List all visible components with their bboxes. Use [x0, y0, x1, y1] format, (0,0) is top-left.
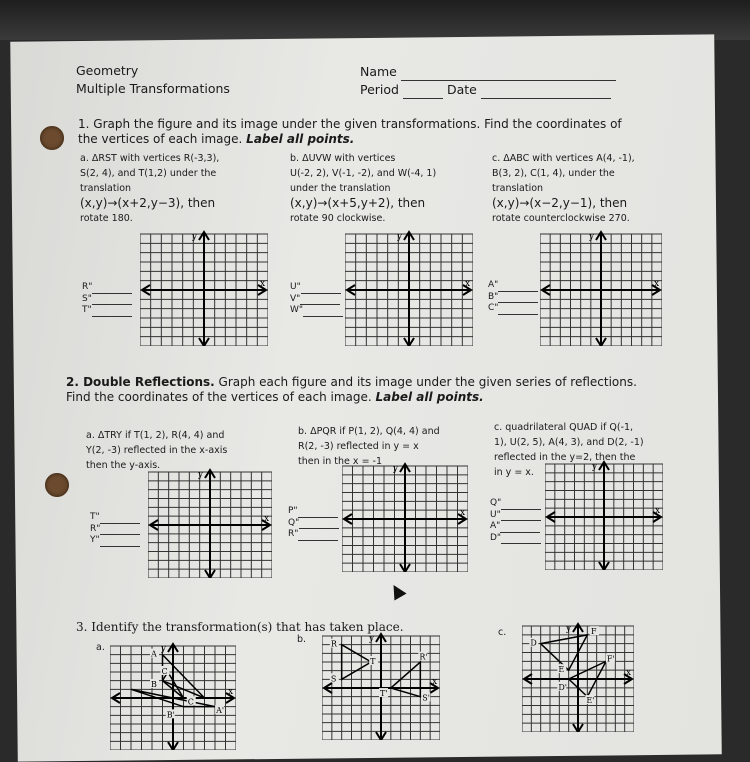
vertex-label: S'	[422, 693, 430, 703]
x-axis-label: x	[626, 668, 632, 678]
vertex-label: C	[161, 667, 168, 676]
q3-prompt: 3. Identify the transformation(s) that has taken place.	[76, 620, 404, 634]
coordinate-grid	[522, 622, 634, 732]
vertex-label: F'	[606, 654, 615, 664]
q3c-grid	[522, 622, 634, 732]
q1c-text: c. ΔABC with vertices A(4, -1), B(3, 2), C(1, 4), under the translation (x,y)→(x−2,y−1), then rotate counterclockwise 270.	[492, 153, 635, 224]
vertex-label: T	[370, 657, 376, 666]
q1c-answers[interactable]: A" B" C"	[488, 280, 538, 315]
coordinate-grid	[322, 632, 440, 740]
vertex-label: F	[591, 627, 597, 637]
x-axis-label: x	[465, 279, 471, 289]
q2c-text: c. quadrilateral QUAD if Q(-1, 1), U(2, 5), A(4, 3), and D(2, -1) reflected in the y=2, then the in y = x.	[494, 422, 644, 478]
coordinate-grid	[345, 230, 473, 346]
coordinate-grid	[148, 468, 272, 578]
y-axis-label: y	[592, 462, 598, 472]
q2b-answers[interactable]: P" Q" R"	[288, 506, 339, 541]
q2c-grid[interactable]	[545, 460, 663, 570]
date-label: Date	[446, 82, 477, 97]
vertex-label: C	[187, 697, 194, 707]
y-axis-label: y	[589, 232, 595, 242]
q3c-label: c.	[498, 627, 507, 638]
vertex-label: S	[330, 674, 337, 684]
name-label: Name	[360, 64, 397, 79]
x-axis-label: x	[260, 279, 266, 289]
q1a-answers[interactable]: R" S" T"	[82, 282, 132, 317]
punch-hole	[40, 126, 64, 150]
coordinate-grid	[540, 230, 662, 346]
q1b-grid[interactable]	[345, 230, 473, 346]
coordinate-grid	[140, 230, 268, 346]
vertex-label: A'	[216, 706, 225, 715]
background-top	[0, 0, 750, 40]
vertex-label: E'	[586, 696, 595, 706]
vertex-label: T'	[380, 689, 388, 699]
vertex-label: R'	[419, 652, 428, 662]
coordinate-grid	[342, 462, 468, 572]
q3b-grid	[322, 632, 440, 740]
y-axis-label: y	[397, 232, 403, 242]
vertex-label: B'	[166, 710, 175, 720]
x-axis-label: x	[655, 506, 661, 516]
y-axis-label: y	[161, 644, 167, 654]
x-axis-label: x	[460, 508, 466, 518]
punch-hole	[45, 473, 69, 497]
x-axis-label: x	[432, 677, 438, 687]
worksheet-topic: Multiple Transformations	[76, 81, 230, 96]
x-axis-label: x	[264, 514, 270, 524]
q2a-grid[interactable]	[148, 468, 272, 578]
period-label: Period	[360, 82, 399, 97]
q1a-grid[interactable]	[140, 230, 268, 346]
coordinate-grid	[110, 642, 236, 750]
y-axis-label: y	[393, 464, 399, 474]
y-axis-label: y	[198, 470, 204, 480]
vertex-label: A	[151, 649, 157, 659]
y-axis-label: y	[192, 232, 198, 242]
q2c-answers[interactable]: Q" U" A" D"	[490, 498, 541, 544]
q1-prompt: 1. Graph the figure and its image under the given transformations. Find the coordinates of the vertices of each image. Label all points.	[78, 117, 622, 146]
x-axis-label: x	[228, 687, 234, 697]
q1a-text: a. ΔRST with vertices R(-3,3), S(2, 4), and T(1,2) under the translation (x,y)→(x+2,y−3), then rotate 180.	[80, 153, 220, 224]
q3a-grid	[110, 642, 236, 750]
q3b-label: b.	[297, 634, 307, 645]
q2a-answers[interactable]: T" R" Y"	[90, 512, 140, 547]
q1c-grid[interactable]	[540, 230, 662, 346]
vertex-label: R	[330, 639, 337, 649]
q2-prompt: 2. Double Reflections. Graph each figure and its image under the given series of reflections. Find the coordinates of the vertices of each image. Label all points.	[66, 375, 637, 404]
coordinate-grid	[545, 460, 663, 570]
q2a-text: a. ΔTRY if T(1, 2), R(4, 4) and Y(2, -3) reflected in the x-axis then the y-axis.	[86, 430, 228, 471]
x-axis-label: x	[654, 279, 660, 289]
period-field[interactable]	[360, 81, 611, 99]
vertex-label: D'	[558, 682, 567, 692]
course-title: Geometry	[76, 63, 139, 78]
vertex-label: D	[530, 638, 537, 648]
q1b-answers[interactable]: U" V" W"	[290, 282, 343, 317]
vertex-label: B	[151, 680, 157, 689]
y-axis-label: y	[369, 634, 375, 644]
vertex-label: E	[558, 665, 565, 675]
q3a-label: a.	[96, 642, 105, 653]
q1b-text: b. ΔUVW with vertices U(-2, 2), V(-1, -2), and W(-4, 1) under the translation (x,y)→(x+5,y+2), then rotate 90 clockwise.	[290, 153, 437, 224]
name-field[interactable]	[360, 63, 616, 81]
q2b-text: b. ΔPQR if P(1, 2), Q(4, 4) and R(2, -3) reflected in y = x then in the x = -1	[298, 426, 440, 467]
q2b-grid[interactable]	[342, 462, 468, 572]
y-axis-label: y	[566, 624, 572, 634]
